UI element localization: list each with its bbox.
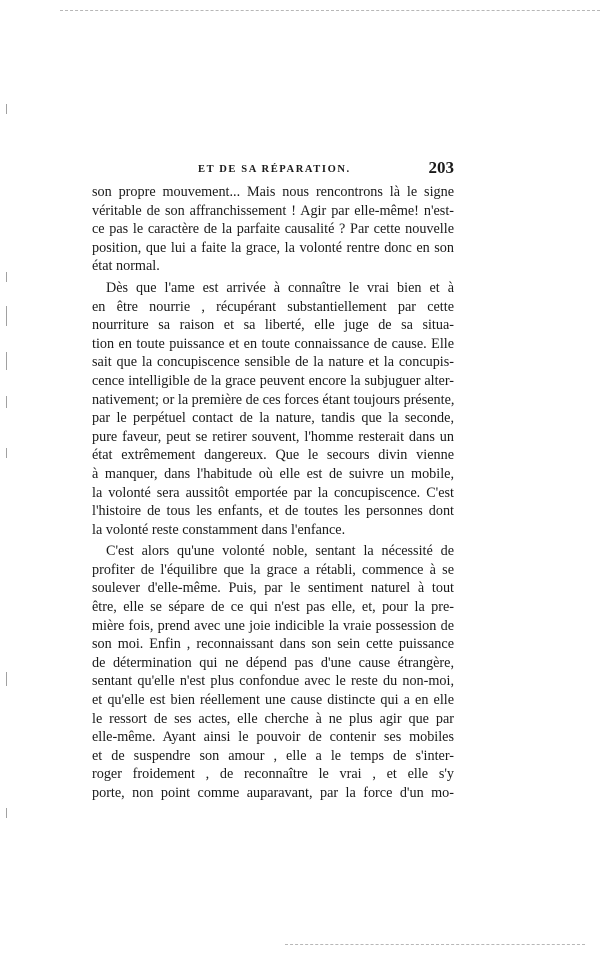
text-line: sait que la concupiscence sensible de la nature et la concupis- xyxy=(92,354,454,371)
text-line: nourriture sa raison et sa liberté, elle juge de sa situa- xyxy=(92,317,454,334)
scan-mark xyxy=(6,396,7,408)
text-line: sentant qu'elle n'est plus confondue avec le reste du non-moi, xyxy=(92,673,454,690)
text-line: de détermination qui ne dépend pas d'une cause étrangère, xyxy=(92,654,454,671)
text-line: état normal. xyxy=(92,258,160,275)
scan-mark xyxy=(6,808,7,818)
text-line: et de suspendre son amour , elle a le temps de s'inter- xyxy=(92,747,454,764)
text-line: ce pas le caractère de la parfaite causalité ? Par cette nouvelle xyxy=(92,221,454,238)
paragraph xyxy=(92,279,454,539)
text-line: Dès que l'ame est arrivée à connaître le vrai bien et à xyxy=(106,279,454,296)
text-line: position, que lui a faite la grace, la volonté rentre donc en son xyxy=(92,239,454,256)
text-line: la volonté reste constamment dans l'enfance. xyxy=(92,521,346,538)
scan-mark xyxy=(6,448,7,458)
text-line: état extrêmement dangereux. Que le secours divin vienne xyxy=(92,447,454,464)
page-number: 203 xyxy=(428,158,454,177)
text-line: l'histoire de tous les enfants, et de toutes les personnes dont xyxy=(92,503,454,520)
text-line: elle-même. Ayant ainsi le pouvoir de contenir ses mobiles xyxy=(92,729,454,746)
text-line: être, elle se sépare de ce qui n'est pas elle, et, pour la pre- xyxy=(92,599,454,616)
text-line: par le perpétuel contact de la nature, tandis que la seconde, xyxy=(92,410,454,427)
text-line: soulever d'elle-même. Puis, par le sentiment naturel à tout xyxy=(92,580,454,597)
text-line: tion en toute puissance et en toute connaissance de cause. Elle xyxy=(92,335,454,352)
scan-mark xyxy=(6,104,7,114)
text-line: profiter de l'équilibre que la grace a rétabli, commence à se xyxy=(92,561,454,578)
body-text xyxy=(92,183,454,806)
text-line: nativement; or la première de ces forces étant toujours présente, xyxy=(92,391,454,408)
text-line: pure faveur, peut se retirer souvent, l'homme resterait dans un xyxy=(92,428,454,445)
text-line: la volonté sera aussitôt emportée par la concupiscence. C'est xyxy=(92,484,454,501)
text-line: porte, non point comme auparavant, par la force d'un mo- xyxy=(92,785,454,801)
text-line: roger froidement , de reconnaître le vrai , et elle s'y xyxy=(92,766,454,783)
scan-edge-bottom xyxy=(285,944,585,945)
text-line: C'est alors qu'une volonté noble, sentant la nécessité de xyxy=(106,543,454,560)
text-line: son moi. Enfin , reconnaissant dans son sein cette puissance xyxy=(92,636,454,653)
text-line: son propre mouvement... Mais nous rencontrons là le signe xyxy=(92,184,454,200)
scan-mark xyxy=(6,306,7,326)
paragraph xyxy=(92,183,454,276)
text-line: et qu'elle est bien réellement une cause distincte qui a en elle xyxy=(92,692,454,709)
text-line: cence intelligible de la grace peuvent encore la subjuguer alter- xyxy=(92,372,454,389)
paragraph xyxy=(92,542,454,802)
text-line: en être nourrie , récupérant substantiellement par cette xyxy=(92,298,454,315)
scan-mark xyxy=(6,672,7,686)
scan-edge-top xyxy=(60,10,600,11)
text-line: à manquer, dans l'habitude où elle est de suivre un mobile, xyxy=(92,465,454,482)
running-title: ET DE SA RÉPARATION. xyxy=(198,164,351,175)
text-line: véritable de son affranchissement ! Agir par elle-même! n'est- xyxy=(92,202,454,219)
scan-mark xyxy=(6,272,7,282)
page-header xyxy=(92,158,454,184)
text-line: mière fois, prend avec une joie indicible la vraie possession de xyxy=(92,617,454,634)
text-line: le ressort de ses actes, elle cherche à ne plus agir que par xyxy=(92,710,454,727)
scan-mark xyxy=(6,352,7,370)
